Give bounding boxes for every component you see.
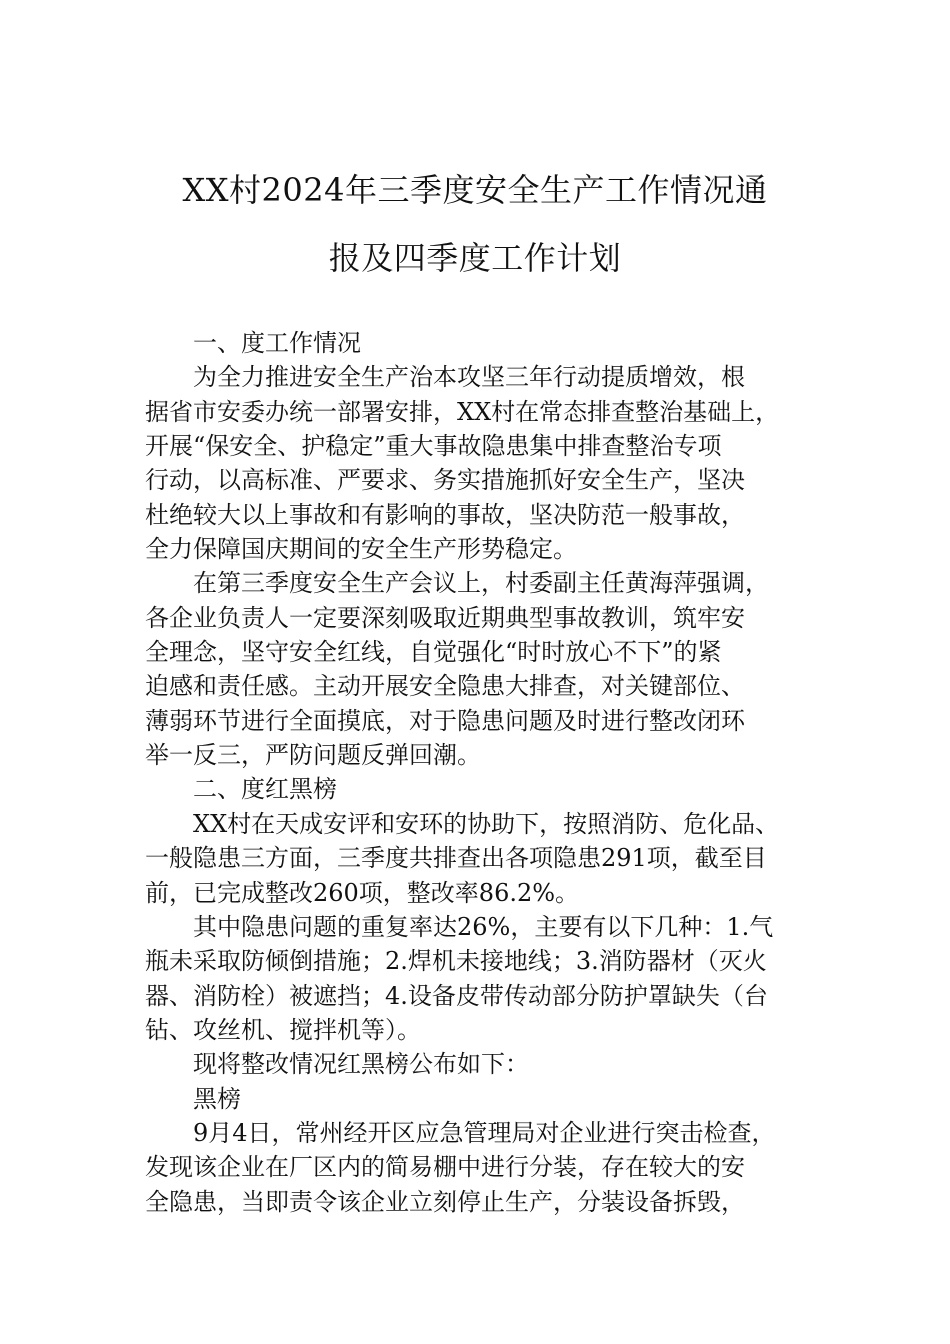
- body-line: 迫感和责任感。主动开展安全隐患大排查，对关键部位、: [145, 672, 745, 701]
- document-title-line-2: 报及四季度工作计划: [328, 239, 622, 277]
- document-body: [145, 326, 835, 1219]
- body-line: 各企业负责人一定要深刻吸取近期典型事故教训，筑牢安: [145, 603, 745, 632]
- body-line: 钻、攻丝机、搅拌机等）。: [145, 1015, 421, 1044]
- body-line: 在第三季度安全生产会议上，村委副主任黄海萍强调，: [193, 569, 769, 598]
- body-line: 开展“保安全、护稳定”重大事故隐患集中排查整治专项: [145, 432, 722, 461]
- body-line: 其中隐患问题的重复率达26%，主要有以下几种：1.气: [193, 912, 774, 941]
- body-line: 二、度红黑榜: [193, 775, 337, 804]
- body-line: 一、度工作情况: [193, 329, 361, 357]
- body-line: XX村在天成安评和安环的协助下，按照消防、危化品、: [193, 809, 780, 838]
- body-line: 黑榜: [193, 1084, 241, 1113]
- body-line: 一般隐患三方面，三季度共排查出各项隐患291项，截至目: [145, 844, 767, 873]
- body-line: 全力保障国庆期间的安全生产形势稳定。: [145, 535, 577, 564]
- body-line: 器、消防栓）被遮挡；4.设备皮带传动部分防护罩缺失（台: [145, 981, 768, 1010]
- body-line: 为全力推进安全生产治本攻坚三年行动提质增效，根: [193, 363, 745, 392]
- body-line: 全隐患，当即责令该企业立刻停止生产，分装设备拆毁，: [145, 1187, 745, 1216]
- body-line: 现将整改情况红黑榜公布如下：: [193, 1050, 529, 1079]
- body-line: 举一反三，严防问题反弹回潮。: [145, 741, 481, 770]
- document-title-line-1: XX村2024年三季度安全生产工作情况通: [182, 171, 768, 209]
- body-line: 薄弱环节进行全面摸底，对于隐患问题及时进行整改闭环: [145, 706, 745, 735]
- body-line: 行动，以高标准、严要求、务实措施抓好安全生产，坚决: [145, 466, 745, 495]
- body-line: 瓶未采取防倾倒措施；2.焊机未接地线；3.消防器材（灭火: [145, 947, 767, 976]
- body-line: 发现该企业在厂区内的简易棚中进行分装，存在较大的安: [145, 1153, 745, 1182]
- body-line: 据省市安委办统一部署安排，XX村在常态排查整治基础上，: [145, 397, 780, 426]
- body-line: 杜绝较大以上事故和有影响的事故，坚决防范一般事故，: [145, 500, 745, 529]
- body-line: 9月4日，常州经开区应急管理局对企业进行突击检查，: [193, 1118, 776, 1147]
- body-line: 前，已完成整改260项，整改率86.2%。: [145, 878, 580, 907]
- body-line: 全理念，坚守安全红线，自觉强化“时时放心不下”的紧: [145, 638, 722, 667]
